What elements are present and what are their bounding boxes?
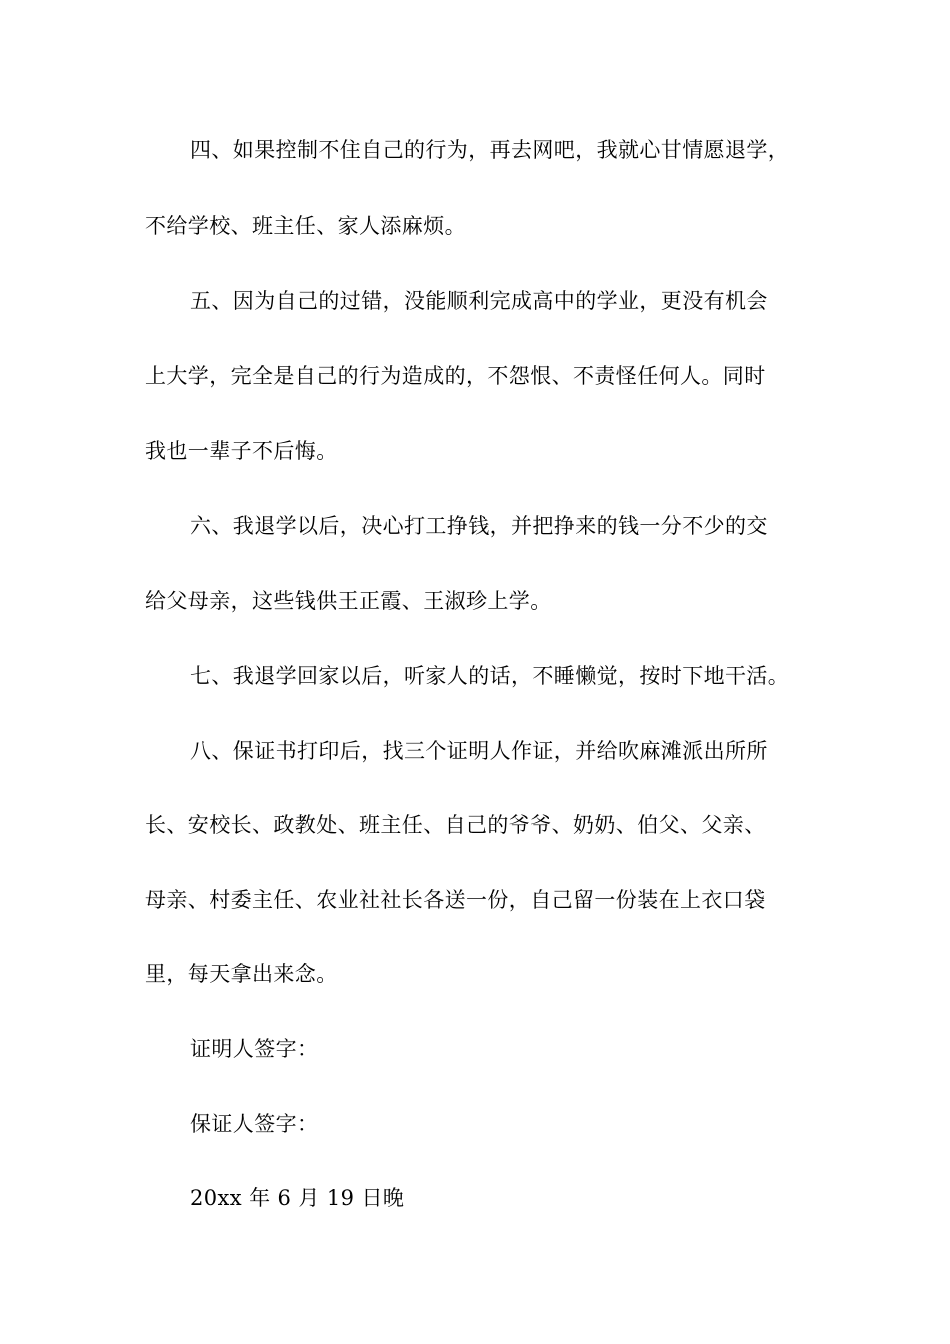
paragraph-8-line-3: 母亲、村委主任、农业社社长各送一份，自己留一份装在上衣口袋 (145, 888, 766, 912)
paragraph-6-line-1: 六、我退学以后，决心打工挣钱，并把挣来的钱一分不少的交 (190, 514, 768, 538)
witness-signature-label: 证明人签字： (190, 1037, 319, 1061)
document-date: 20xx 年 6 月 19 日晚 (190, 1186, 405, 1210)
guarantor-signature-label: 保证人签字： (190, 1112, 319, 1136)
paragraph-7-line-1: 七、我退学回家以后，听家人的话，不睡懒觉，按时下地干活。 (190, 664, 790, 688)
paragraph-4-line-2: 不给学校、班主任、家人添麻烦。 (145, 214, 466, 238)
paragraph-4-line-1: 四、如果控制不住自己的行为，再去网吧，我就心甘情愿退学， (190, 138, 790, 162)
paragraph-5-line-3: 我也一辈子不后悔。 (145, 439, 338, 463)
paragraph-8-line-2: 长、安校长、政教处、班主任、自己的爷爷、奶奶、伯父、父亲、 (145, 813, 766, 837)
paragraph-8-line-4: 里，每天拿出来念。 (145, 962, 338, 986)
paragraph-5-line-1: 五、因为自己的过错，没能顺利完成高中的学业，更没有机会 (190, 289, 768, 313)
paragraph-6-line-2: 给父母亲，这些钱供王正霞、王淑珍上学。 (145, 589, 552, 613)
paragraph-5-line-2: 上大学，完全是自己的行为造成的，不怨恨、不责怪任何人。同时 (145, 364, 766, 388)
paragraph-8-line-1: 八、保证书打印后，找三个证明人作证，并给吹麻滩派出所所 (190, 739, 768, 763)
